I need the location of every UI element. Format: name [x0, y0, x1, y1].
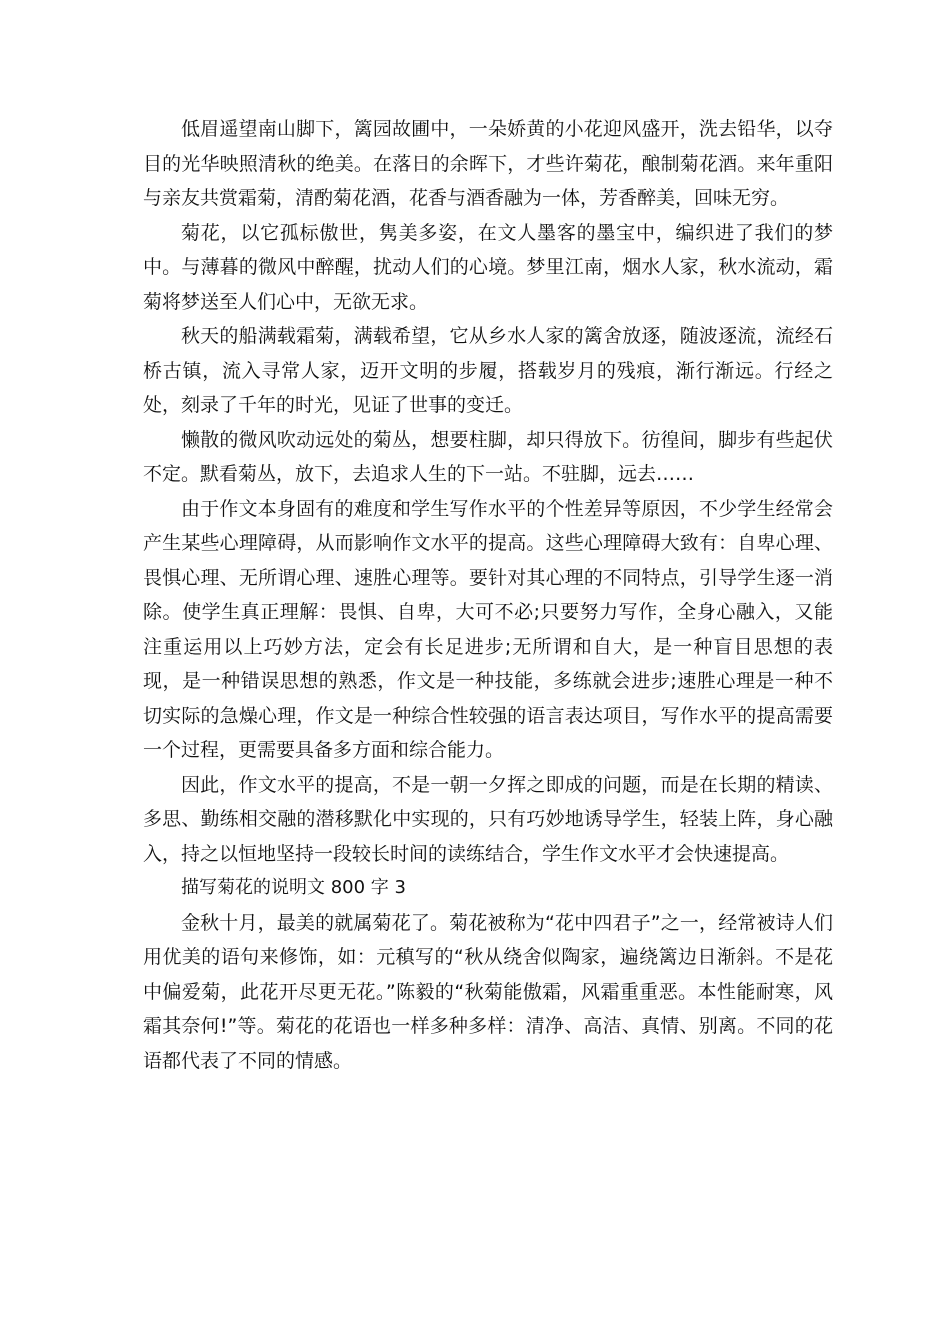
paragraph-4: 懒散的微风吹动远处的菊丛，想要柱脚，却只得放下。彷徨间，脚步有些起伏不定。默看菊丛，放下，去追求人生的下一站。不驻脚，远去……: [143, 428, 833, 485]
paragraph-3: 秋天的船满载霜菊，满载希望，它从乡水人家的篱舍放逐，随波逐流，流经石桥古镇，流入寻常人家，迈开文明的步履，搭载岁月的残痕，渐行渐远。行经之处，刻录了千年的时光，见证了世事的变迁。: [143, 325, 833, 416]
paragraph-5: 由于作文本身固有的难度和学生写作水平的个性差异等原因，不少学生经常会产生某些心理障碍，从而影响作文水平的提高。这些心理障碍大致有：自卑心理、畏惧心理、无所谓心理、速胜心理等。要针对其心理的不同特点，引导学生逐一消除。使学生真正理解：畏惧、自卑，大可不必;只要努力写作，全身心融入，又能注重运用以上巧妙方法，定会有长足进步;无所谓和自大，是一种盲目思想的表现，是一种错误思想的熟悉，作文是一种技能，多练就会进步;速胜心理是一种不切实际的急燥心理，作文是一种综合性较强的语言表达项目，写作水平的提高需要一个过程，更需要具备多方面和综合能力。: [143, 497, 833, 761]
paragraph-1: 低眉遥望南山脚下，篱园故圃中，一朵娇黄的小花迎风盛开，洗去铅华，以夺目的光华映照清秋的绝美。在落日的余晖下，才些许菊花，酿制菊花酒。来年重阳与亲友共赏霜菊，清酌菊花酒，花香与酒香融为一体，芳香醉美，回味无穷。: [143, 118, 833, 209]
section-paragraph-1: 金秋十月，最美的就属菊花了。菊花被称为“花中四君子”之一，经常被诗人们用优美的语句来修饰，如：元稹写的“秋从绕舍似陶家，遍绕篱边日渐斜。不是花中偏爱菊，此花开尽更无花。”陈毅的“秋菊能傲霜，风霜重重恶。本性能耐寒，风霜其奈何!”等。菊花的花语也一样多种多样：清净、高洁、真情、别离。不同的花语都代表了不同的情感。: [143, 911, 833, 1072]
paragraph-6: 因此，作文水平的提高，不是一朝一夕挥之即成的问题，而是在长期的精读、多思、勤练相交融的潜移默化中实现的，只有巧妙地诱导学生，轻装上阵，身心融入，持之以恒地坚持一段较长时间的读练结合，学生作文水平才会快速提高。: [143, 773, 833, 865]
document-body: [143, 112, 833, 1078]
section-heading: 描写菊花的说明文 800 字 3: [181, 877, 406, 898]
paragraph-2: 菊花，以它孤标傲世，隽美多姿，在文人墨客的墨宝中，编织进了我们的梦中。与薄暮的微风中醉醒，扰动人们的心境。梦里江南，烟水人家，秋水流动，霜菊将梦送至人们心中，无欲无求。: [143, 221, 833, 313]
